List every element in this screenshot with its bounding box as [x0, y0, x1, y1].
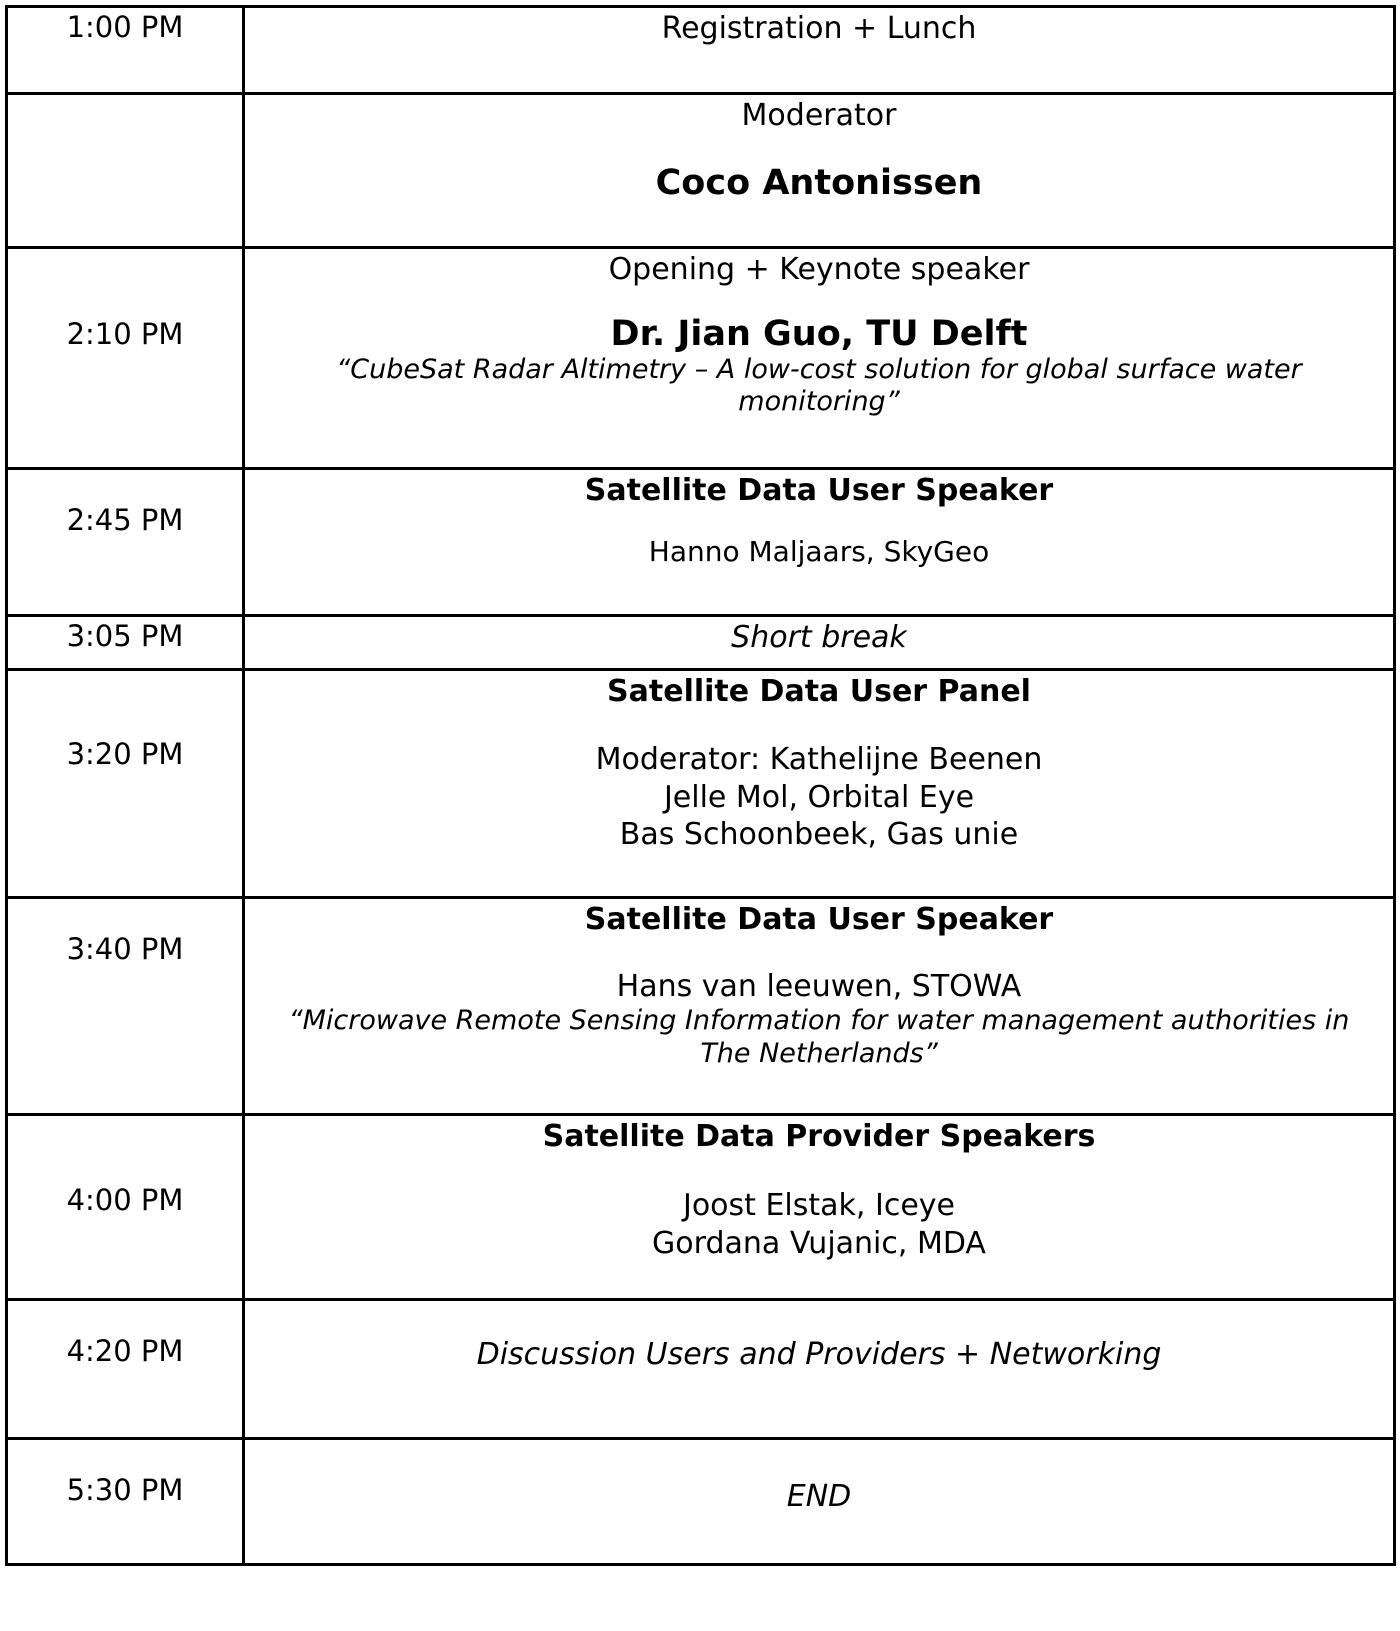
talk-title-line-1: “CubeSat Radar Altimetry – A low-cost solution for global surface water: [336, 353, 1302, 385]
agenda-row: [7, 7, 1395, 94]
panel-line: Jelle Mol, Orbital Eye: [663, 779, 975, 815]
time-label: 3:20 PM: [66, 737, 184, 771]
provider-line: Joost Elstak, Iceye: [682, 1188, 955, 1224]
session-heading: Satellite Data User Speaker: [584, 902, 1054, 937]
talk-title-line-2: The Netherlands”: [700, 1038, 938, 1070]
time-label: 2:45 PM: [66, 503, 184, 537]
talk-title-line-1: “Microwave Remote Sensing Information for water management authorities in: [288, 1005, 1350, 1037]
session-cell: [244, 248, 1395, 469]
agenda-row: [7, 670, 1395, 898]
speaker-name: Hanno Maljaars, SkyGeo: [648, 535, 990, 569]
session-heading: Satellite Data User Panel: [607, 674, 1031, 709]
session-title: Short break: [731, 620, 907, 655]
agenda-row: [7, 1439, 1395, 1565]
session-title: END: [786, 1479, 852, 1514]
moderator-name: Coco Antonissen: [655, 163, 983, 204]
session-cell: [244, 1439, 1395, 1565]
time-cell: [7, 7, 244, 94]
time-cell: [7, 1300, 244, 1439]
time-cell: [7, 670, 244, 898]
time-cell: [7, 616, 244, 670]
agenda-row: [7, 1300, 1395, 1439]
time-label: 5:30 PM: [66, 1473, 184, 1507]
session-heading: Satellite Data Provider Speakers: [542, 1119, 1096, 1154]
agenda-row: [7, 248, 1395, 469]
time-cell: [7, 94, 244, 248]
session-cell: [244, 616, 1395, 670]
session-label: Moderator: [741, 98, 897, 133]
panel-line: Moderator: Kathelijne Beenen: [595, 742, 1043, 778]
speaker-name: Hans van leeuwen, STOWA: [616, 969, 1022, 1005]
time-cell: [7, 469, 244, 616]
session-label: Opening + Keynote speaker: [608, 252, 1030, 287]
time-label: 3:05 PM: [66, 619, 184, 653]
time-label: 4:20 PM: [66, 1334, 184, 1368]
session-cell: [244, 7, 1395, 94]
session-title: Discussion Users and Providers + Networking: [476, 1337, 1162, 1372]
time-cell: [7, 248, 244, 469]
panel-line: Bas Schoonbeek, Gas unie: [619, 816, 1019, 852]
session-cell: [244, 94, 1395, 248]
time-label: 2:10 PM: [66, 317, 184, 351]
provider-line: Gordana Vujanic, MDA: [652, 1225, 986, 1261]
session-cell: [244, 1300, 1395, 1439]
time-label: 1:00 PM: [66, 10, 184, 44]
speaker-name: Dr. Jian Guo, TU Delft: [610, 314, 1028, 355]
agenda-row: [7, 898, 1395, 1115]
session-cell: [244, 670, 1395, 898]
session-cell: [244, 898, 1395, 1115]
time-label: 3:40 PM: [66, 932, 184, 966]
agenda-row: [7, 94, 1395, 248]
agenda-row: [7, 616, 1395, 670]
session-heading: Satellite Data User Speaker: [584, 473, 1054, 508]
talk-title-line-2: monitoring”: [738, 386, 900, 418]
session-cell: [244, 469, 1395, 616]
session-cell: [244, 1115, 1395, 1300]
time-cell: [7, 898, 244, 1115]
session-title: Registration + Lunch: [661, 11, 977, 46]
time-cell: [7, 1115, 244, 1300]
time-label: 4:00 PM: [66, 1183, 184, 1217]
agenda-table: [5, 5, 1396, 1566]
agenda-row: [7, 469, 1395, 616]
agenda-row: [7, 1115, 1395, 1300]
time-cell: [7, 1439, 244, 1565]
